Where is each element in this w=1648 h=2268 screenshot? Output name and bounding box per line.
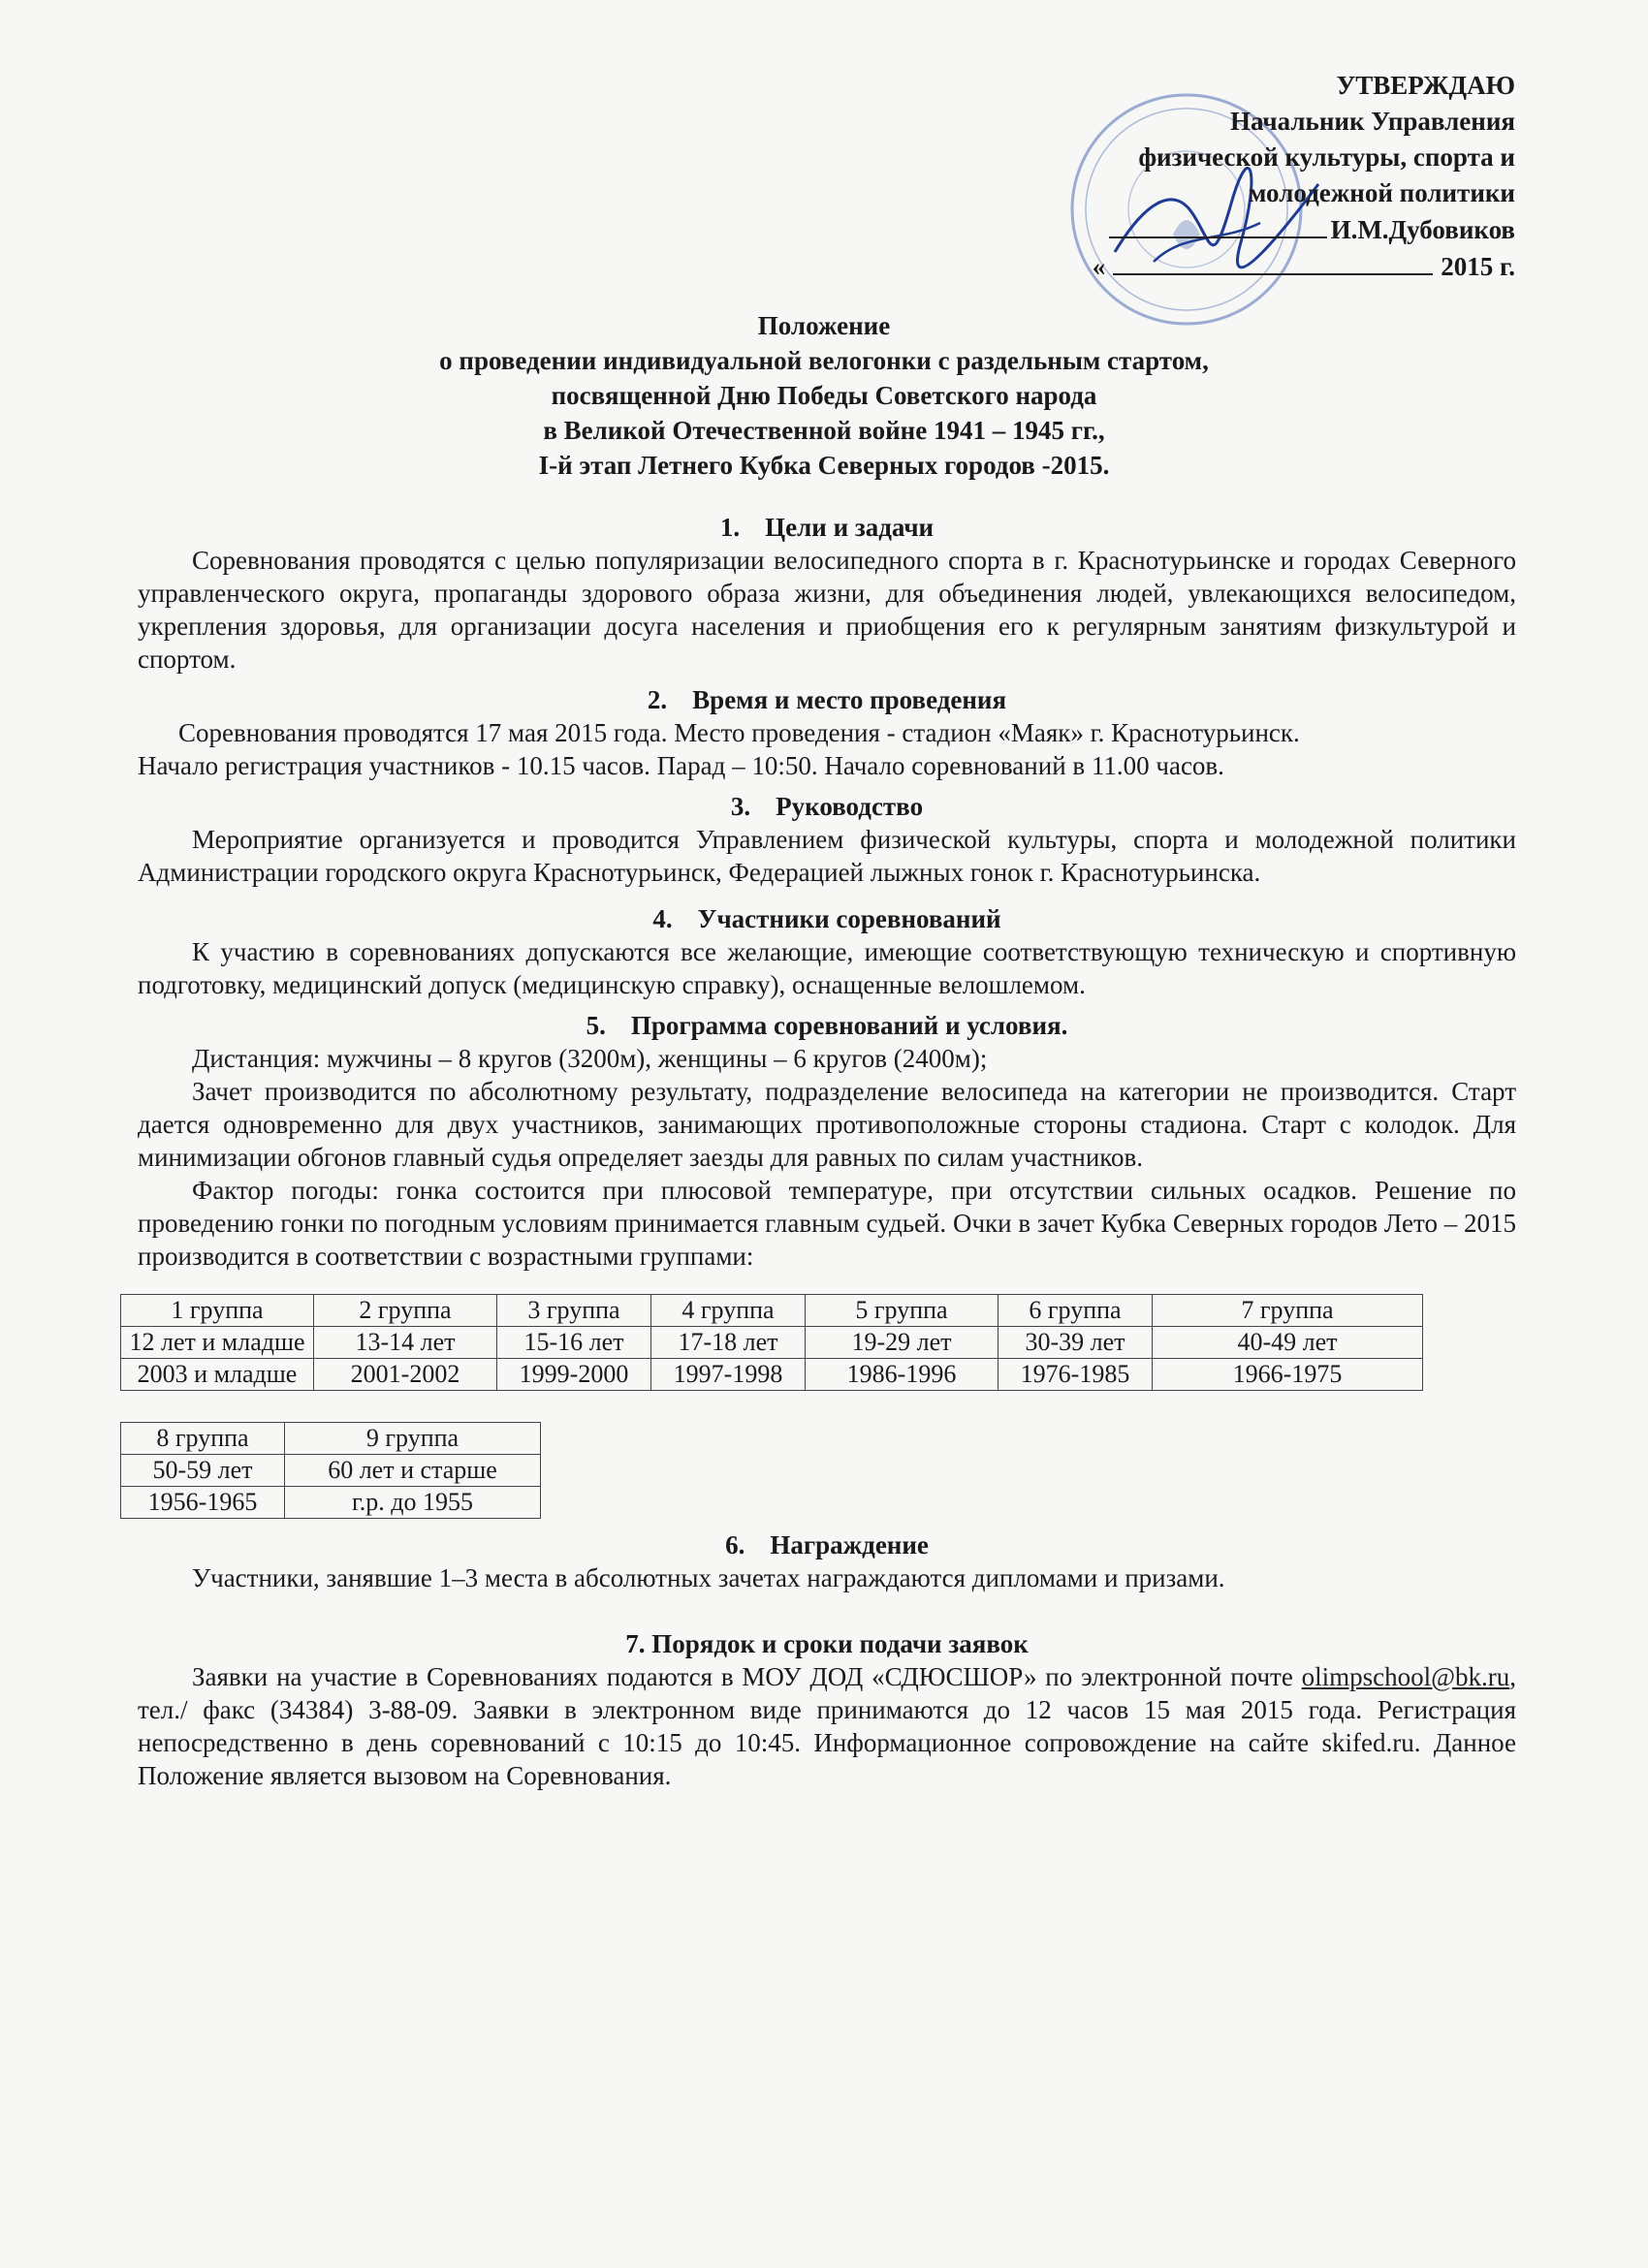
section-text: Соревнования проводятся 17 мая 2015 года. Место проведения - стадион «Маяк» г. Краснотурьинск. [178, 718, 1300, 747]
table-cell: г.р. до 1955 [285, 1487, 541, 1519]
table-cell: 1 группа [121, 1295, 314, 1327]
table-cell: 15-16 лет [497, 1327, 651, 1359]
section-text: Дистанция: мужчины – 8 кругов (3200м), женщины – 6 кругов (2400м); [192, 1044, 988, 1073]
table-row [121, 1359, 1423, 1391]
section-number: 5. [586, 1011, 606, 1040]
signer-name: И.М.Дубовиков [1330, 215, 1515, 244]
section-number: 6. [725, 1530, 745, 1559]
text-fragment: , тел./ факс (34384) 3-88-09. Заявки в электронном виде принимаются до 12 часов 15 мая 2015 года. Регистрация непосредственно в день соревнований с 10:15 до 10:45. Информационное сопровождение на сайте skifed.ru. Данное Положение является вызовом на Соревнования. [138, 1662, 1516, 1790]
table-cell: 6 группа [998, 1295, 1153, 1327]
section-text: Мероприятие организуется и проводится Управлением физической культуры, спорта и молодежной политики Администрации городского округа Краснотурьинск, Федерацией лыжных гонок г. Краснотурьинска. [138, 825, 1516, 887]
table-cell: 8 группа [121, 1423, 285, 1455]
table-cell: 1986-1996 [806, 1359, 998, 1391]
table-cell: 7 группа [1153, 1295, 1423, 1327]
section-title: Награждение [770, 1530, 929, 1559]
table-cell: 60 лет и старше [285, 1455, 541, 1487]
section-heading [138, 511, 1516, 544]
section-title: Участники соревнований [697, 904, 1001, 933]
table-cell: 17-18 лет [651, 1327, 806, 1359]
approve-heading: УТВЕРЖДАЮ [1336, 71, 1515, 100]
title-line: о проведении индивидуальной велогонки с раздельным стартом, [439, 346, 1209, 375]
section-number: 2. [647, 685, 668, 714]
signature-blank [1109, 211, 1327, 238]
section-heading [138, 683, 1516, 716]
section-text: Фактор погоды: гонка состоится при плюсовой температуре, при отсутствии сильных осадков. Решение по проведению гонки по погодным условиям принимается главным судьей. Очки в зачет Кубка Северных городов Лето – 2015 производится в соответствии с возрастными группами: [138, 1176, 1516, 1271]
table-cell: 19-29 лет [806, 1327, 998, 1359]
title-line: посвященной Дню Победы Советского народа [551, 381, 1097, 410]
table-cell: 13-14 лет [314, 1327, 497, 1359]
section-heading [138, 790, 1516, 823]
table-cell: 3 группа [497, 1295, 651, 1327]
table-cell: 30-39 лет [998, 1327, 1153, 1359]
table-cell: 40-49 лет [1153, 1327, 1423, 1359]
section-title: Руководство [776, 792, 924, 821]
section-text: К участию в соревнованиях допускаются все желающие, имеющие соответствующую техническую и спортивную подготовку, медицинский допуск (медицинскую справку), оснащенные велошлемом. [138, 937, 1516, 999]
section-text [138, 1660, 1516, 1792]
table-cell: 4 группа [651, 1295, 806, 1327]
table-cell: 5 группа [806, 1295, 998, 1327]
section-heading [138, 1009, 1516, 1042]
section-title: Программа соревнований и условия. [630, 1011, 1068, 1040]
table-cell: 2003 и младше [121, 1359, 314, 1391]
table-row [121, 1423, 541, 1455]
table-cell: 50-59 лет [121, 1455, 285, 1487]
age-groups-table [120, 1294, 1423, 1391]
section-heading [138, 902, 1516, 935]
table-cell: 2 группа [314, 1295, 497, 1327]
section-number: 4. [652, 904, 673, 933]
section-heading [138, 1528, 1516, 1561]
table-cell: 1997-1998 [651, 1359, 806, 1391]
date-row [914, 248, 1515, 285]
title-line: I-й этап Летнего Кубка Северных городов -2015. [538, 451, 1110, 480]
table-row [121, 1487, 541, 1519]
text-fragment: Заявки на участие в Соревнованиях подаются в МОУ ДОД «СДЮСШОР» по электронной почте [192, 1662, 1302, 1691]
date-open: « [1092, 252, 1106, 281]
section-text: Участники, занявшие 1–3 места в абсолютных зачетах награждаются дипломами и призами. [192, 1563, 1225, 1592]
document-title [0, 308, 1648, 483]
position-line: Начальник Управления [1230, 107, 1515, 136]
section-number: 3. [730, 792, 751, 821]
section-title: Время и место проведения [692, 685, 1007, 714]
document-body [129, 511, 1516, 1792]
table-row [121, 1327, 1423, 1359]
table-cell: 9 группа [285, 1423, 541, 1455]
table-cell: 1999-2000 [497, 1359, 651, 1391]
email-link[interactable]: olimpschool@bk.ru [1301, 1662, 1510, 1691]
approval-block [914, 68, 1515, 285]
section-text: Соревнования проводятся с целью популяризации велосипедного спорта в г. Краснотурьинске и городах Северного управленческого округа, пропаганды здорового образа жизни, для объединения людей, увлекающихся велосипедом, укрепления здоровья, для организации досуга населения и приобщения его к регулярным занятиям физкультурой и спортом. [138, 546, 1516, 674]
signature-row [914, 211, 1515, 248]
table-row [121, 1295, 1423, 1327]
age-groups-table-continued [120, 1422, 541, 1519]
section-heading: 7. Порядок и сроки подачи заявок [625, 1629, 1029, 1658]
position-line: физической культуры, спорта и [1138, 142, 1515, 172]
position-line: молодежной политики [1249, 178, 1515, 207]
table-cell: 12 лет и младше [121, 1327, 314, 1359]
table-row [121, 1455, 541, 1487]
table-cell: 2001-2002 [314, 1359, 497, 1391]
section-title: Цели и задачи [765, 513, 935, 542]
title-line: в Великой Отечественной войне 1941 – 1945 гг., [543, 416, 1105, 445]
section-text: Зачет производится по абсолютному результату, подразделение велосипеда на категории не производится. Старт дается одновременно для двух участников, занимающих противоположные стороны стадиона. Старт с колодок. Для минимизации обгонов главный судья определяет заезды для равных по силам участников. [138, 1077, 1516, 1172]
table-cell: 1976-1985 [998, 1359, 1153, 1391]
date-blank [1113, 248, 1433, 275]
section-text: Начало регистрация участников - 10.15 часов. Парад – 10:50. Начало соревнований в 11.00 часов. [138, 751, 1224, 780]
table-cell: 1966-1975 [1153, 1359, 1423, 1391]
date-year: 2015 г. [1441, 252, 1515, 281]
section-number: 1. [719, 513, 741, 542]
title-line: Положение [757, 311, 891, 340]
table-cell: 1956-1965 [121, 1487, 285, 1519]
